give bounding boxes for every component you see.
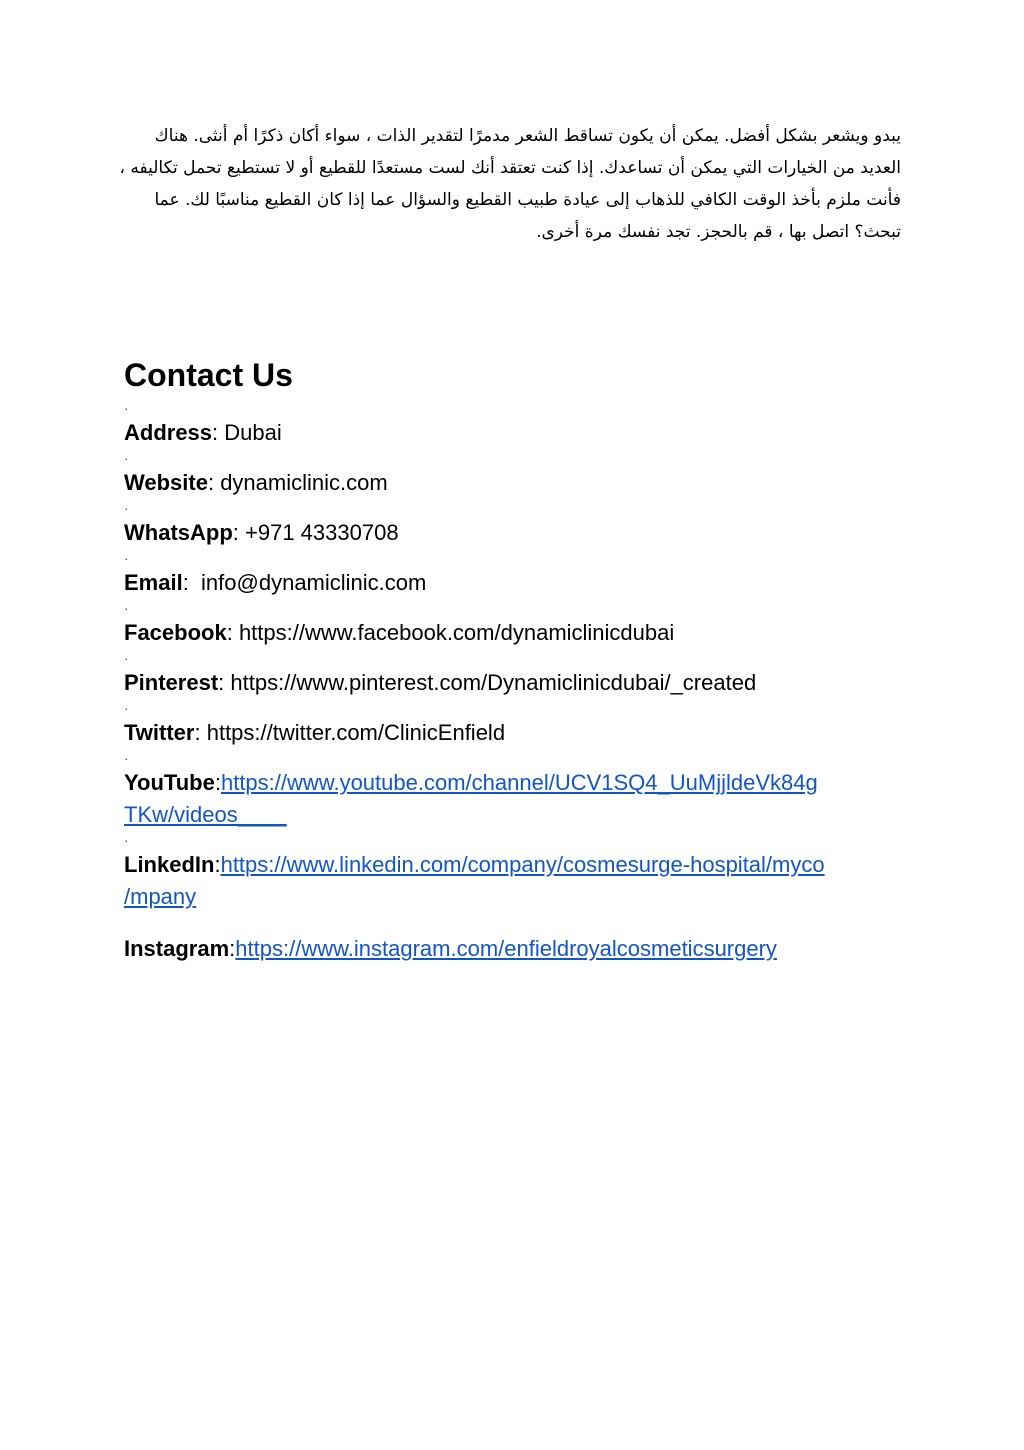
website-row [124, 467, 914, 499]
address-value: Dubai [224, 420, 282, 445]
whatsapp-value: +971 43330708 [245, 520, 399, 545]
email-value: info@dynamiclinic.com [201, 570, 427, 595]
separator-dot: · [124, 450, 129, 466]
linkedin-row [124, 849, 914, 913]
intro-paragraph [119, 120, 901, 248]
address-sep: : [212, 420, 225, 445]
youtube-link[interactable] [124, 770, 818, 827]
facebook-label: Facebook [124, 620, 227, 645]
youtube-link-line1: https://www.youtube.com/channel/UCV1SQ4_UuMjjldeVk84g [220, 770, 818, 795]
intro-line-1: يبدو ويشعر بشكل أفضل. يمكن أن يكون تساقط الشعر مدمرًا لتقدير الذات ، سواء أكان ذكرًا أم أنثى. هناك [154, 126, 901, 146]
intro-line-4: تبحث؟ اتصل بها ، قم بالحجز. تجد نفسك مرة أخرى. [536, 222, 901, 242]
separator-dot: · [124, 832, 129, 848]
website-label: Website [124, 470, 208, 495]
linkedin-link-line1: https://www.linkedin.com/company/cosmesurge-hospital/myco [220, 852, 825, 877]
instagram-link[interactable]: https://www.instagram.com/enfieldroyalcosmeticsurgery [235, 936, 777, 961]
instagram-row [124, 933, 914, 965]
youtube-link-line2: TKw/videos____ [124, 802, 287, 827]
twitter-sep: : [194, 720, 207, 745]
separator-dot: · [124, 650, 129, 666]
instagram-label: Instagram [124, 936, 230, 961]
instagram-sep: : [229, 936, 236, 961]
website-sep: : [207, 470, 221, 495]
separator-dot: · [124, 700, 129, 716]
email-row [124, 567, 914, 599]
facebook-value: https://www.facebook.com/dynamiclinicdubai [238, 620, 675, 645]
linkedin-label: LinkedIn [124, 852, 215, 877]
address-label: Address [124, 420, 213, 445]
twitter-row [124, 717, 914, 749]
separator-dot: · [124, 400, 129, 416]
pinterest-row [124, 667, 914, 699]
youtube-row [124, 767, 914, 831]
twitter-label: Twitter [124, 720, 195, 745]
intro-line-2: العديد من الخيارات التي يمكن أن تساعدك. إذا كنت تعتقد أنك لست مستعدًا للقطيع أو لا تستطيع تحمل تكاليفه ، [119, 158, 901, 178]
pinterest-value: https://www.pinterest.com/Dynamiclinicdubai/_created [230, 670, 757, 695]
twitter-value: https://twitter.com/ClinicEnfield [206, 720, 506, 745]
separator-dot: · [124, 600, 129, 616]
spacer [124, 913, 914, 933]
email-label: Email [124, 570, 183, 595]
pinterest-label: Pinterest [124, 670, 219, 695]
whatsapp-label: WhatsApp [124, 520, 233, 545]
separator-dot: · [124, 500, 129, 516]
pinterest-sep: : [218, 670, 231, 695]
whatsapp-sep: : [232, 520, 245, 545]
separator-dot: · [124, 550, 129, 566]
intro-line-3: فأنت ملزم بأخذ الوقت الكافي للذهاب إلى عيادة طبيب القطيع والسؤال عما إذا كان القطيع مناسبًا لك. عما [154, 190, 901, 210]
linkedin-link[interactable] [124, 852, 825, 909]
linkedin-sep: : [214, 852, 221, 877]
contact-section [124, 351, 914, 965]
youtube-sep: : [214, 770, 221, 795]
facebook-row [124, 617, 914, 649]
email-sep: : [182, 570, 202, 595]
contact-title: Contact Us [124, 357, 293, 393]
youtube-label: YouTube [124, 770, 215, 795]
separator-dot: · [124, 750, 129, 766]
address-row [124, 417, 914, 449]
facebook-sep: : [226, 620, 239, 645]
linkedin-link-line2: /mpany [124, 884, 197, 909]
website-value: dynamiclinic.com [220, 470, 388, 495]
whatsapp-row [124, 517, 914, 549]
